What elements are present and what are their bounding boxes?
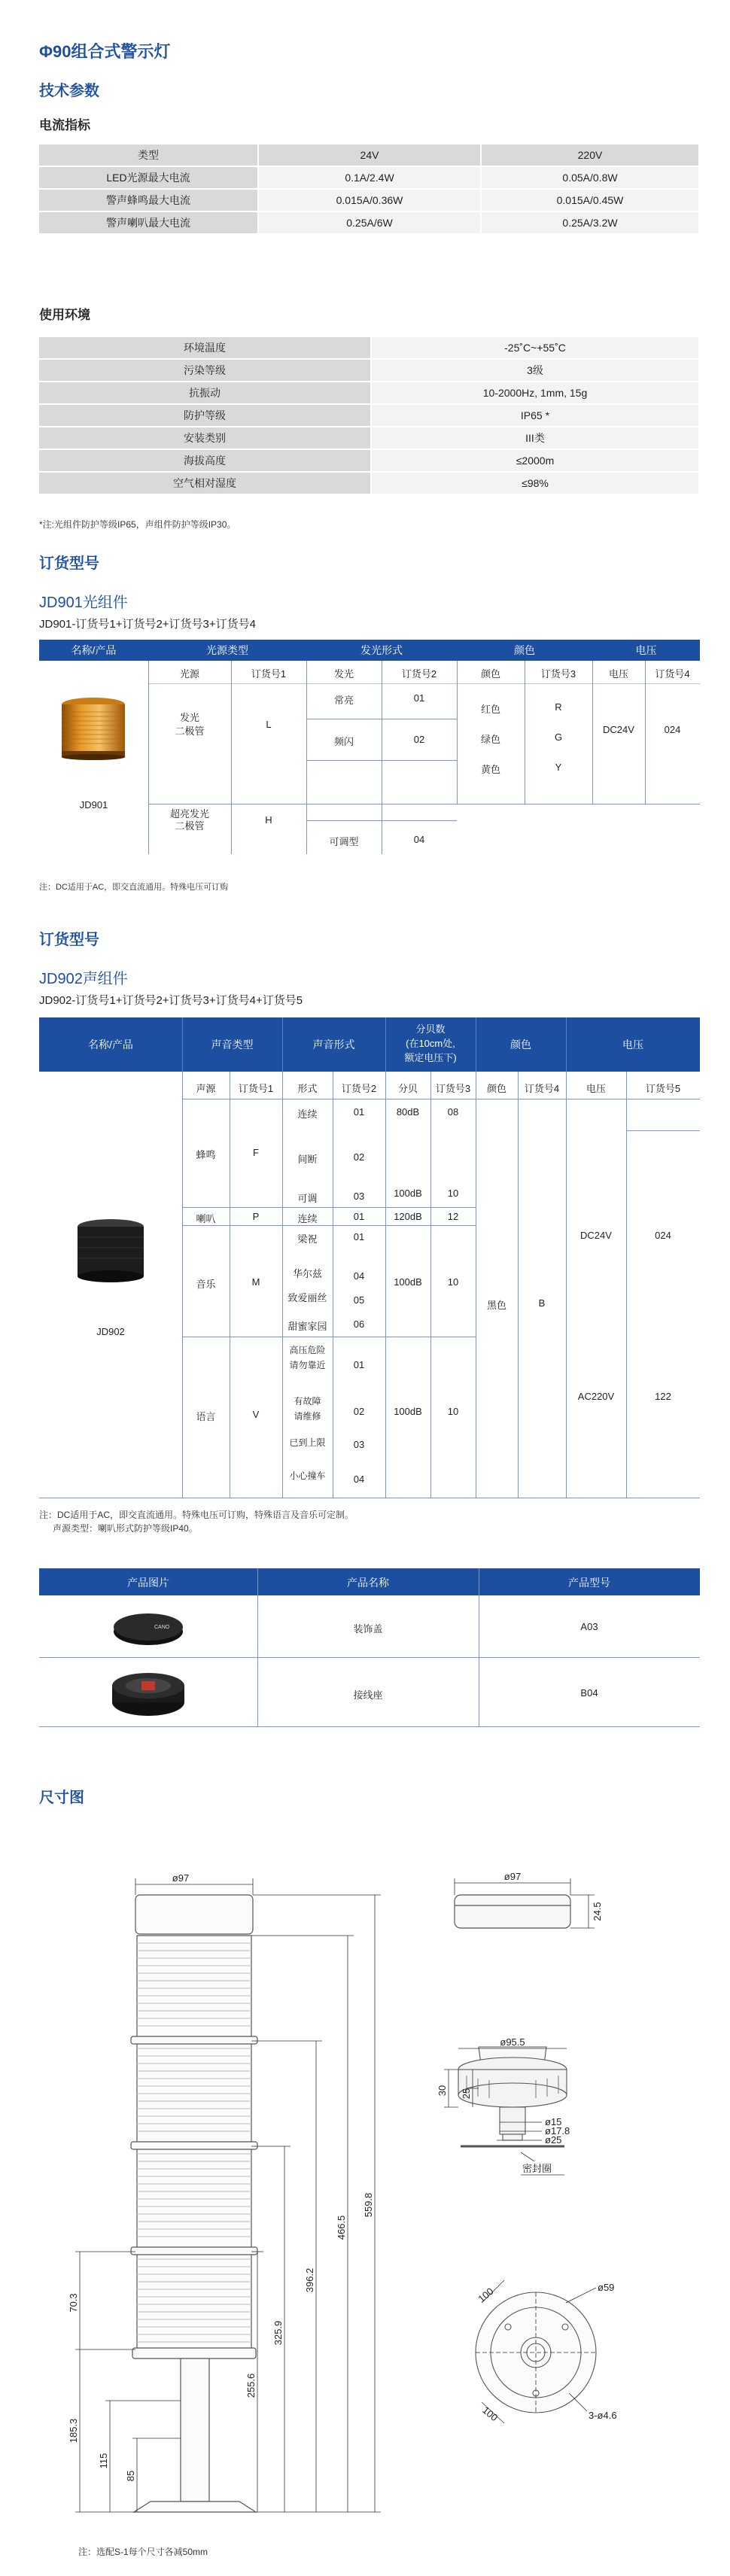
dim-label: 185.3: [68, 2418, 79, 2444]
sub-head: 电压: [608, 668, 628, 680]
env-table: [39, 337, 700, 495]
form-code: 01: [353, 1211, 365, 1222]
order2-table: [39, 1017, 700, 1499]
dim-label: 255.6: [245, 2373, 257, 2398]
color-cell: 黑色: [486, 1300, 506, 1311]
color-cell: 黄色: [480, 764, 500, 775]
voltage-cell: DC24V: [603, 724, 634, 735]
form-code: 03: [353, 1439, 365, 1450]
form: 有故障 请维修: [294, 1396, 321, 1422]
dim-label: 70.3: [68, 2293, 79, 2313]
dim-label: 密封圈: [522, 2163, 552, 2174]
order1-sub: JD901光组件: [39, 595, 128, 611]
dimension-drawing: [0, 1821, 730, 2576]
base-image: [108, 1663, 188, 1720]
dim-label: 30: [436, 2085, 448, 2097]
sound-code: F: [253, 1147, 259, 1158]
table-cell: 警声喇叭最大电流: [39, 211, 258, 234]
sub-head: 颜色: [480, 668, 500, 680]
form: 连续: [297, 1109, 318, 1120]
acc-head: 产品图片: [127, 1577, 169, 1589]
form-code: 02: [413, 734, 425, 745]
form: 连续: [297, 1213, 318, 1224]
dim-label: 3-ø4.6: [589, 2410, 617, 2421]
acc-code: A03: [580, 1621, 598, 1632]
form-code: 01: [413, 692, 425, 704]
color-code: G: [554, 731, 563, 743]
table-cell: 安装类别: [39, 427, 371, 449]
sound-code: P: [252, 1211, 260, 1222]
voltage-code: 024: [655, 1230, 671, 1241]
dim-label: 100: [480, 2404, 500, 2424]
color-code: R: [555, 701, 562, 713]
acc-name: 接线座: [353, 1689, 383, 1701]
db-code: 10: [447, 1406, 459, 1417]
col-head: 颜色: [510, 1039, 531, 1051]
acc-head: 产品型号: [568, 1577, 610, 1589]
jd901-image: [56, 694, 131, 762]
table-cell: ≤98%: [371, 472, 699, 494]
db: 100dB: [394, 1188, 422, 1199]
table-cell: ≤2000m: [371, 449, 699, 472]
form-code: 01: [353, 1359, 365, 1370]
sub-head: 订货号4: [524, 1083, 560, 1094]
dim-label: ø97: [503, 1871, 522, 1882]
dim-label: 396.2: [304, 2267, 315, 2293]
color-cell: 红色: [480, 704, 500, 715]
db-code: 10: [447, 1276, 459, 1288]
sub-head: 形式: [297, 1083, 318, 1094]
table-cell: 0.015A/0.45W: [481, 189, 699, 211]
sub-head: 发光: [333, 668, 354, 680]
sound-type: 音乐: [196, 1279, 216, 1290]
table-cell: IP65 *: [371, 404, 699, 427]
dim-label: 115: [98, 2453, 109, 2469]
dim-label: 85: [125, 2470, 136, 2482]
col-head: 声音类型: [211, 1039, 254, 1051]
form-cell: 可调型: [329, 836, 359, 847]
sub-head: 订货号4: [655, 668, 690, 680]
form: 致爱丽丝: [287, 1292, 327, 1303]
sound-type: 语言: [196, 1411, 216, 1422]
acc-head: 产品名称: [347, 1577, 389, 1589]
page-title: Φ90组合式警示灯: [39, 42, 171, 61]
order1-table: [39, 640, 700, 873]
dim-label: ø97: [172, 1872, 190, 1884]
form-code: 02: [353, 1406, 365, 1417]
table-cell: 防护等级: [39, 404, 371, 427]
sub-head: 订货号1: [251, 668, 287, 680]
current-table: [39, 144, 700, 235]
sub-head: 电压: [586, 1083, 606, 1094]
table-cell: 0.015A/0.36W: [258, 189, 481, 211]
order2-sub: JD902声组件: [39, 971, 128, 987]
dim-label: 325.9: [272, 2320, 284, 2346]
source-led: 发光 二极管: [175, 712, 205, 737]
order2-heading: 订货型号: [39, 932, 99, 948]
sub-head: 分贝: [397, 1083, 418, 1094]
order2-formula: JD902-订货号1+订货号2+订货号3+订货号4+订货号5: [39, 994, 303, 1007]
sound-code: M: [251, 1276, 260, 1288]
current-heading: 电流指标: [39, 118, 90, 132]
voltage-code: 024: [664, 724, 681, 735]
acc-code: B04: [580, 1687, 598, 1699]
db: 80dB: [396, 1106, 420, 1118]
table-cell: 海拔高度: [39, 449, 371, 472]
sub-head: 订货号3: [540, 668, 576, 680]
jd902-image: [73, 1215, 148, 1290]
form-code: 03: [353, 1191, 365, 1202]
table-cell: -25˚C~+55˚C: [371, 337, 699, 359]
table-cell: 抗振动: [39, 382, 371, 404]
color-code: Y: [555, 762, 562, 773]
dim-label: 25: [461, 2088, 472, 2100]
form: 甜蜜家园: [287, 1321, 327, 1332]
db: 100dB: [394, 1406, 422, 1417]
form: 间断: [297, 1154, 318, 1165]
dims-note: 注：选配S-1每个尺寸各减50mm: [78, 2547, 208, 2557]
source-led-code: L: [266, 719, 272, 730]
env-heading: 使用环境: [39, 308, 90, 322]
env-note: *注:光组件防护等级IP65，声组件防护等级IP30。: [39, 519, 236, 530]
table-cell: 0.1A/2.4W: [258, 166, 481, 189]
dim-label: 100: [476, 2285, 496, 2305]
tech-params-heading: 技术参数: [39, 83, 99, 99]
db-code: 10: [447, 1188, 459, 1199]
dim-label: 466.5: [336, 2215, 347, 2240]
form-code: 01: [353, 1231, 365, 1242]
voltage-cell: DC24V: [580, 1230, 612, 1241]
form: 小心撞车: [289, 1470, 326, 1481]
db-code: 08: [447, 1106, 459, 1118]
col-head: 颜色: [514, 644, 535, 656]
sub-head: 订货号2: [341, 1083, 377, 1094]
voltage-code: 122: [655, 1391, 671, 1402]
color-code: B: [538, 1297, 546, 1309]
table-header-cell: 类型: [39, 144, 258, 166]
form: 已到上限: [289, 1437, 326, 1448]
sound-type: 蜂鸣: [196, 1149, 216, 1160]
db: 100dB: [394, 1276, 422, 1288]
sound-code: V: [252, 1409, 260, 1420]
col-head: 名称/产品: [71, 644, 117, 656]
dim-label: ø17.8: [545, 2125, 570, 2137]
form-code: 01: [353, 1106, 365, 1118]
sub-head: 声源: [196, 1083, 216, 1094]
table-cell: 空气相对湿度: [39, 472, 371, 494]
voltage-cell: AC220V: [577, 1391, 615, 1402]
table-cell: 警声蜂鸣最大电流: [39, 189, 258, 211]
table-cell: LED光源最大电流: [39, 166, 258, 189]
db: 120dB: [394, 1211, 422, 1222]
dim-label: ø25: [545, 2134, 562, 2146]
table-cell: 环境温度: [39, 337, 371, 359]
col-head: 电压: [622, 1039, 643, 1051]
col-head: 电压: [635, 644, 657, 656]
jd901-label: JD901: [79, 799, 108, 811]
col-head: 光源类型: [206, 644, 248, 656]
sub-head: 订货号3: [435, 1083, 471, 1094]
table-cell: 10-2000Hz, 1mm, 15g: [371, 382, 699, 404]
svg-text:CANO: CANO: [154, 1625, 170, 1630]
sound-type: 喇叭: [196, 1213, 216, 1224]
order2-note1: 注：DC适用于AC，即交直流通用。特殊电压可订购，特殊语言及音乐可定制。: [39, 1510, 354, 1520]
table-cell: 污染等级: [39, 359, 371, 382]
sub-head: 颜色: [486, 1083, 506, 1094]
col-head: 分贝数 (在10cm处, 额定电压下): [404, 1023, 457, 1063]
sub-head: 光源: [179, 668, 199, 680]
order1-formula: JD901-订货号1+订货号2+订货号3+订货号4: [39, 618, 257, 631]
sub-head: 订货号2: [401, 668, 437, 680]
dim-label: 24.5: [592, 1902, 603, 1921]
form: 梁祝: [297, 1233, 318, 1245]
col-head: 发光形式: [360, 644, 403, 656]
order2-note2: 声源类型：喇叭形式防护等级IP40。: [53, 1523, 198, 1534]
dim-label: ø95.5: [500, 2036, 525, 2048]
jd902-label: JD902: [96, 1326, 125, 1337]
table-cell: 3级: [371, 359, 699, 382]
form-code: 06: [353, 1318, 365, 1330]
dim-label: ø59: [598, 2282, 615, 2293]
dims-heading: 尺寸图: [39, 1790, 84, 1806]
order1-heading: 订货型号: [39, 555, 99, 572]
form-code: 02: [353, 1151, 365, 1163]
form-code: 05: [353, 1294, 365, 1306]
sub-head: 订货号1: [238, 1083, 274, 1094]
color-cell: 绿色: [480, 734, 500, 745]
col-head: 声音形式: [312, 1039, 355, 1051]
dim-label: 559.8: [363, 2192, 374, 2218]
form-cell: 常亮: [333, 695, 354, 706]
table-header-cell: 220V: [481, 144, 699, 166]
form-code: 04: [413, 834, 425, 845]
cover-image: [111, 1607, 186, 1650]
form: 可调: [297, 1193, 318, 1204]
form: 华尔兹: [292, 1268, 322, 1279]
table-cell: 0.25A/3.2W: [481, 211, 699, 234]
table-cell: 0.25A/6W: [258, 211, 481, 234]
accessories-table: [39, 1568, 700, 1734]
form-cell: 频闪: [333, 736, 354, 747]
form: 高压危险 请勿靠近: [289, 1345, 326, 1370]
table-cell: 0.05A/0.8W: [481, 166, 699, 189]
source-superled-code: H: [265, 814, 272, 826]
order1-note: 注：DC适用于AC，即交直流通用。特殊电压可订购: [39, 883, 229, 892]
dim-label: ø15: [545, 2116, 562, 2127]
sub-head: 订货号5: [645, 1083, 681, 1094]
db-code: 12: [447, 1211, 459, 1222]
table-cell: III类: [371, 427, 699, 449]
form-code: 04: [353, 1270, 365, 1282]
form-code: 04: [353, 1474, 365, 1485]
acc-name: 装饰盖: [353, 1623, 383, 1635]
source-superled: 超亮发光 二极管: [169, 808, 209, 831]
table-header-cell: 24V: [258, 144, 481, 166]
col-head: 名称/产品: [88, 1039, 133, 1051]
